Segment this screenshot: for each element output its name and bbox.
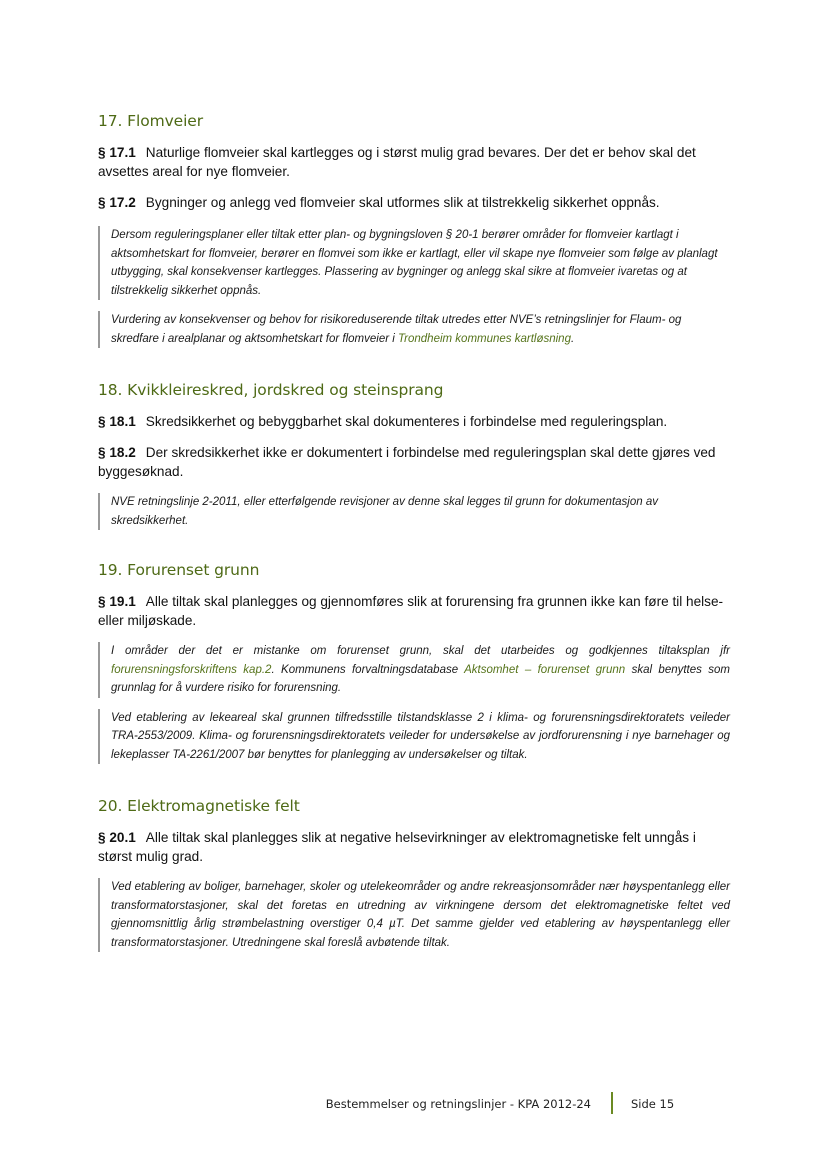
provision-number: § 18.2 (98, 445, 136, 460)
section-17-flomveier (98, 112, 730, 348)
provision-text: Alle tiltak skal planlegges slik at negative helsevirkninger av elektromagnetiske felt unngås i størst mulig grad. (98, 830, 696, 864)
provision-text: Skredsikkerhet og bebyggbarhet skal dokumenteres i forbindelse med reguleringsplan. (145, 414, 668, 429)
footer-document-title: Bestemmelser og retningslinjer - KPA 2012-24 (325, 1097, 591, 1111)
section-19-forurenset-grunn (98, 561, 730, 764)
provision-number: § 20.1 (98, 830, 136, 845)
guideline-text-part: . (570, 332, 575, 345)
footer-divider (611, 1092, 613, 1114)
guideline-text: NVE retningslinje 2-2011, eller etterfølgende revisjoner av denne skal legges til grunn for dokumentasjon av skredsikkerhet. (98, 493, 730, 530)
section-heading: 18. Kvikkleireskred, jordskred og steinsprang (98, 381, 444, 399)
forurensningsforskrift-link[interactable]: forurensningsforskriftens kap.2 (111, 663, 272, 676)
page-number: Side 15 (631, 1097, 675, 1111)
provision-18-2 (98, 443, 730, 481)
provision-20-1 (98, 828, 730, 866)
guideline-text: Ved etablering av lekeareal skal grunnen tilfredsstille tilstandsklasse 2 i klima- og forurensningsdirektoratets veileder TRA-2553/2009. Klima- og forurensningsdirektoratets veileder for undersøkelse av jordforurensning i nye barnehager og lekeplasser TA-2261/2007 bør benyttes for planlegging av undersøkelser og tiltak. (98, 709, 730, 765)
guideline-text-part: Vurdering av konsekvenser og behov for risikoreduserende tiltak utredes etter NVE’s retningslinjer for Flaum- og skredfare i arealplanar og aktsomhetskart for flomveier i (111, 314, 682, 345)
guideline-text-part: . Kommunens forvaltningsdatabase (271, 663, 465, 676)
guideline-text (98, 642, 730, 698)
section-heading: 17. Flomveier (98, 112, 204, 130)
provision-text: Bygninger og anlegg ved flomveier skal utformes slik at tilstrekkelig sikkerhet oppnås. (145, 195, 660, 210)
provision-text: Der skredsikkerhet ikke er dokumentert i forbindelse med reguleringsplan skal dette gjøres ved byggesøknad. (98, 445, 716, 479)
provision-text: Naturlige flomveier skal kartlegges og i størst mulig grad bevares. Der det er behov skal det avsettes areal for nye flomveier. (98, 145, 696, 179)
provision-number: § 18.1 (98, 414, 136, 429)
aktsomhet-link[interactable]: Aktsomhet – forurenset grunn (464, 663, 626, 676)
guideline-text-part: I områder der det er mistanke om forurenset grunn, skal det utarbeides og godkjennes tiltaksplan jfr (111, 645, 730, 657)
guideline-text: Dersom reguleringsplaner eller tiltak etter plan- og bygningsloven § 20-1 berører områder for flomveier kartlagt i aktsomhetskart for flomveier, berører en flomvei som ikke er kartlagt, eller vil skape nye flomveier som følge av planlagt utbygging, skal konsekvenser kartlegges. Plassering av bygninger og anlegg skal sikre at flomveier ivaretas og at tilstrekkelig sikkerhet oppnås. (98, 226, 730, 300)
provision-18-1 (98, 412, 730, 431)
section-heading: 20. Elektromagnetiske felt (98, 797, 300, 815)
provision-number: § 19.1 (98, 594, 136, 609)
guideline-text (98, 311, 730, 348)
provision-number: § 17.2 (98, 195, 136, 210)
section-20-elektromagnetiske-felt (98, 797, 730, 952)
page-footer (0, 1092, 827, 1116)
provision-text: Alle tiltak skal planlegges og gjennomføres slik at forurensing fra grunnen ikke kan føre til helse- eller miljøskade. (98, 594, 724, 628)
provision-17-2 (98, 193, 730, 212)
guideline-text: Ved etablering av boliger, barnehager, skoler og utelekeområder og andre rekreasjonsområder nær høyspentanlegg eller transformatorstasjoner, skal det foretas en utredning av virkningene dersom det elektromagnetiske feltet ved gjennomsnittlig årlig strømbelastning overstiger 0,4 µT. Det samme gjelder ved etablering av høyspentanlegg eller transformatorstasjoner. Utredningene skal foreslå avbøtende tiltak. (98, 878, 730, 952)
provision-19-1 (98, 592, 730, 630)
section-18-skred (98, 381, 730, 530)
provision-17-1 (98, 143, 730, 181)
document-body (98, 112, 730, 963)
section-heading: 19. Forurenset grunn (98, 561, 260, 579)
provision-number: § 17.1 (98, 145, 136, 160)
kartlosning-link[interactable]: Trondheim kommunes kartløsning (397, 332, 571, 345)
guideline-text-part: skal benyttes som grunnlag for å vurdere risiko for forurensning. (111, 663, 731, 694)
